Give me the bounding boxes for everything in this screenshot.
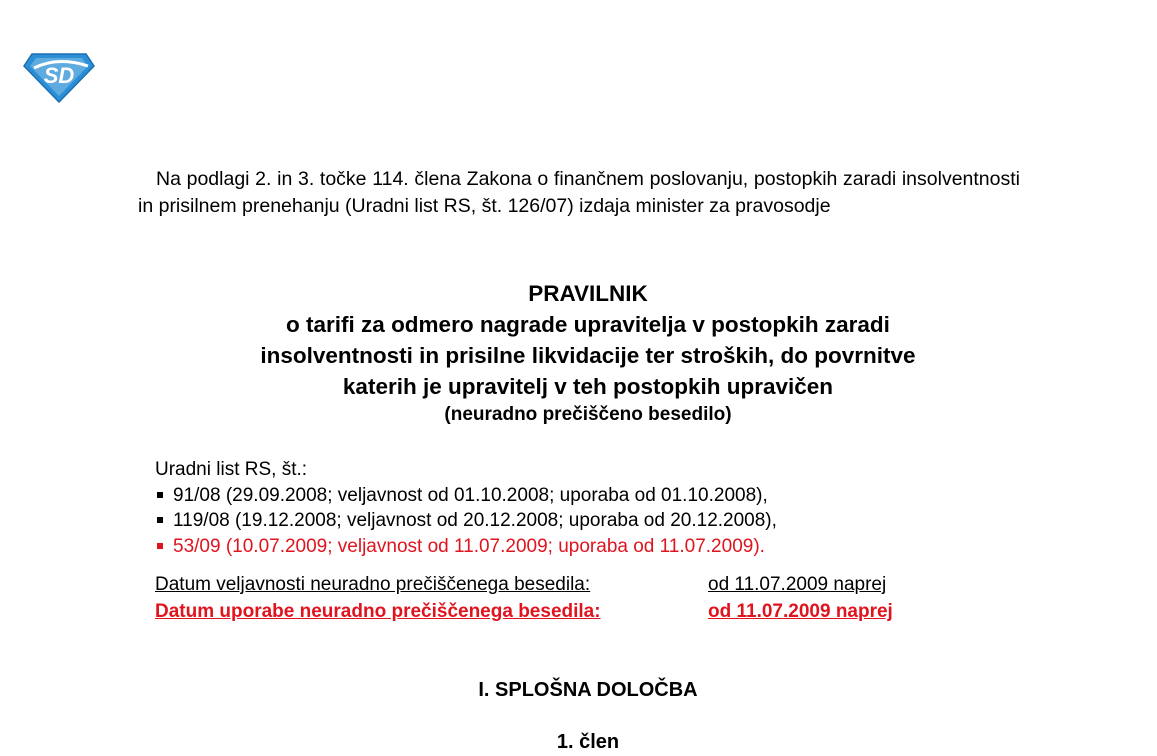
document-heading: [138, 279, 1038, 428]
intro-text: Na podlagi 2. in 3. točke 114. člena Zakona o finančnem poslovanju, postopkih zaradi insolventnosti in prisilnem prenehanju (Uradni list RS, št. 126/07) izdaja minister za pravosodje: [138, 168, 1020, 217]
dates-block: [155, 571, 893, 625]
unofficial-note: (neuradno prečiščeno besedilo): [444, 404, 732, 425]
gazette-list: [155, 483, 1055, 560]
use-date-label: Datum uporabe neuradno prečiščenega besedila:: [155, 601, 601, 622]
gazette-label: Uradni list RS, št.:: [155, 459, 308, 480]
article-heading: 1. člen: [556, 731, 620, 753]
svg-text:SD: SD: [43, 63, 75, 88]
validity-date-row: [155, 571, 893, 598]
subtitle-line-2: insolventnosti in prisilne likvidacije ter stroških, do povrnitve: [260, 343, 916, 368]
document-title: PRAVILNIK: [528, 281, 648, 306]
bullet-icon: [157, 543, 163, 549]
gazette-item: 119/08 (19.12.2008; veljavnost od 20.12.2008; uporaba od 20.12.2008),: [155, 508, 1055, 534]
intro-paragraph: [138, 166, 1020, 220]
validity-date-label: Datum veljavnosti neuradno prečiščenega besedila:: [155, 574, 591, 595]
bullet-icon: [157, 517, 163, 523]
gazette-item: 91/08 (29.09.2008; veljavnost od 01.10.2008; uporaba od 01.10.2008),: [155, 483, 1055, 509]
section-heading: I. SPLOŠNA DOLOČBA: [478, 679, 698, 701]
gazette-item-latest: 53/09 (10.07.2009; veljavnost od 11.07.2009; uporaba od 11.07.2009).: [155, 534, 1055, 560]
bullet-icon: [157, 492, 163, 498]
subtitle-line-1: o tarifi za odmero nagrade upravitelja v postopkih zaradi: [286, 312, 890, 337]
use-date-row: [155, 598, 893, 625]
validity-date-value: od 11.07.2009 naprej: [708, 574, 887, 595]
use-date-value: od 11.07.2009 naprej: [708, 601, 893, 622]
diamond-logo-icon: [22, 50, 96, 104]
subtitle-line-3: katerih je upravitelj v teh postopkih upravičen: [342, 374, 834, 399]
gazette-references: [155, 457, 1055, 559]
